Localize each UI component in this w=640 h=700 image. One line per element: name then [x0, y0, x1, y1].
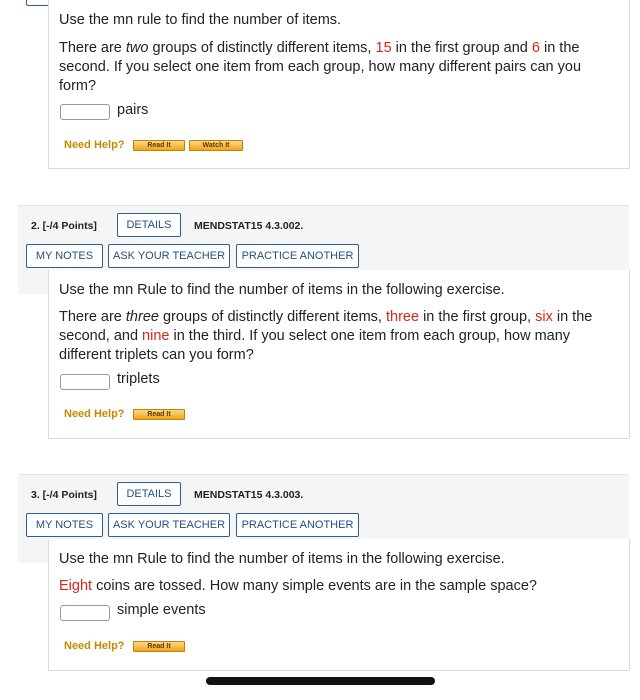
q3-value-coins: Eight: [59, 578, 93, 594]
q2-problem-code: MENDSTAT15 4.3.002.: [194, 220, 304, 232]
q2-details-button[interactable]: DETAILS: [117, 213, 181, 237]
q1-read-it-button[interactable]: Read It: [133, 140, 185, 151]
q1-instruction-text: Use the mn rule to find the number of items.: [59, 12, 342, 28]
q3-text-part: coins are tossed. How many simple events are in the sample space?: [92, 578, 537, 594]
q3-details-button[interactable]: DETAILS: [117, 482, 181, 506]
q3-read-it-button[interactable]: Read It: [133, 641, 185, 652]
q1-answer-unit: pairs: [117, 102, 149, 118]
q1-instruction: [59, 11, 341, 30]
q2-text-emphasis: three: [125, 309, 159, 325]
q2-text-part: in the first group,: [419, 309, 536, 325]
q3-instruction-text: Use the mn Rule to find the number of items in the following exercise.: [59, 551, 505, 567]
q3-answer-unit: simple events: [117, 602, 206, 618]
q3-problem-code: MENDSTAT15 4.3.003.: [194, 489, 304, 501]
q2-ask-teacher-button[interactable]: ASK YOUR TEACHER: [108, 244, 230, 268]
q2-text-part: in the second, and: [59, 309, 593, 344]
q1-answer-input[interactable]: [60, 104, 110, 120]
q2-need-help-label: Need Help?: [64, 408, 125, 420]
q2-text-part: There are: [59, 309, 126, 325]
q1-text-part: in the first group and: [391, 40, 532, 56]
q3-instruction: [59, 550, 505, 569]
q2-value-second-group: six: [535, 309, 553, 325]
q2-question-text: [59, 308, 624, 365]
q1-text-part: There are: [59, 40, 126, 56]
q2-text-part: groups of distinctly different items,: [158, 309, 386, 325]
q2-value-third-group: nine: [142, 328, 170, 344]
q1-text-part: in the second. If you select one item from each group, how many different pairs can you form?: [59, 40, 582, 94]
q2-points-label: 2. [-/4 Points]: [31, 220, 97, 232]
home-indicator[interactable]: [206, 677, 435, 685]
q2-answer-input[interactable]: [60, 374, 110, 390]
q3-my-notes-button[interactable]: MY NOTES: [26, 513, 103, 537]
q1-text-emphasis: two: [125, 40, 149, 56]
q3-need-help-label: Need Help?: [64, 640, 125, 652]
q2-text-part: in the third. If you select one item from each group, how many different triplets can you form?: [59, 328, 571, 363]
q1-text-part: groups of distinctly different items,: [148, 40, 376, 56]
q2-answer-unit: triplets: [117, 371, 160, 387]
q2-value-first-group: three: [385, 309, 420, 325]
q2-my-notes-button[interactable]: MY NOTES: [26, 244, 103, 268]
q3-answer-input[interactable]: [60, 605, 110, 621]
q3-question-text: [59, 577, 624, 596]
q2-read-it-button[interactable]: Read It: [133, 409, 185, 420]
q3-ask-teacher-button[interactable]: ASK YOUR TEACHER: [108, 513, 230, 537]
q1-value-second-group: 6: [531, 40, 540, 56]
q2-practice-another-button[interactable]: PRACTICE ANOTHER: [236, 244, 359, 268]
q3-points-label: 3. [-/4 Points]: [31, 489, 97, 501]
q1-question-text: [59, 39, 619, 96]
q1-need-help-label: Need Help?: [64, 139, 125, 151]
q2-instruction: [59, 281, 505, 300]
q1-value-first-group: 15: [375, 40, 392, 56]
q2-instruction-text: Use the mn Rule to find the number of items in the following exercise.: [59, 282, 505, 298]
q1-watch-it-button[interactable]: Watch It: [189, 140, 243, 151]
q3-practice-another-button[interactable]: PRACTICE ANOTHER: [236, 513, 359, 537]
